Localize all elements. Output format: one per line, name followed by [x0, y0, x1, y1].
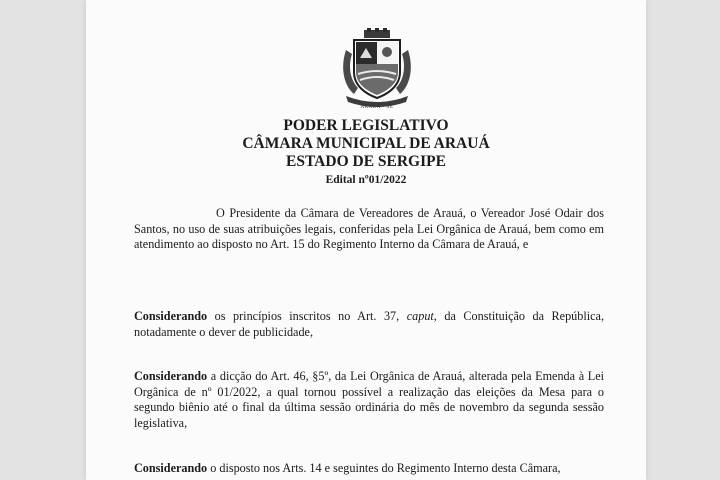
paragraph-text: os princípios inscritos no Art. 37, [207, 309, 407, 323]
edital-number: Edital nº01/2022 [325, 174, 407, 186]
background-right [646, 0, 720, 480]
paragraph-considerando-1 [134, 309, 604, 340]
paragraph-considerando-2 [134, 369, 604, 431]
header-line-poder-legislativo: PODER LEGISLATIVO [283, 117, 449, 134]
considerando-label: Considerando [134, 369, 208, 383]
considerando-label: Considerando [134, 309, 208, 323]
crest-caption: ARAUÁ - SE [360, 105, 394, 110]
document-header [86, 117, 646, 188]
paragraph-text: a dicção do Art. 46, §5º, da Lei Orgânica de Arauá, alterada pela Emenda à Lei Orgânica de nº 01/2022, a qual tornou possível a realização das eleições da Mesa para o segundo biênio até o final da última sessão ordinária do mês de novembro da segunda sessão legislativa, [134, 369, 604, 430]
paragraph-text: da Constituição da República, notadamente o dever de publicidade, [134, 309, 604, 339]
paragraph-text: o disposto nos Arts. 14 e seguintes do Regimento Interno desta Câmara, [207, 461, 561, 475]
header-line-estado: ESTADO DE SERGIPE [286, 153, 446, 170]
considerando-label: Considerando [134, 461, 208, 475]
background-left [0, 0, 86, 480]
paragraph-italic-text: caput, [406, 309, 437, 323]
municipal-coat-of-arms [340, 28, 414, 108]
header-line-camara: CÂMARA MUNICIPAL DE ARAUÁ [242, 135, 490, 152]
preamble-text: O Presidente da Câmara de Vereadores de Arauá, o Vereador José Odair dos Santos, no uso de suas atribuições legais, conferidas pela Lei Orgânica de Arauá, bem como em atendimento ao disposto no Art. 15 do Regimento Interno da Câmara de Arauá, e [134, 206, 604, 251]
paragraph-considerando-3 [134, 461, 604, 477]
paragraph-preamble [134, 206, 604, 253]
